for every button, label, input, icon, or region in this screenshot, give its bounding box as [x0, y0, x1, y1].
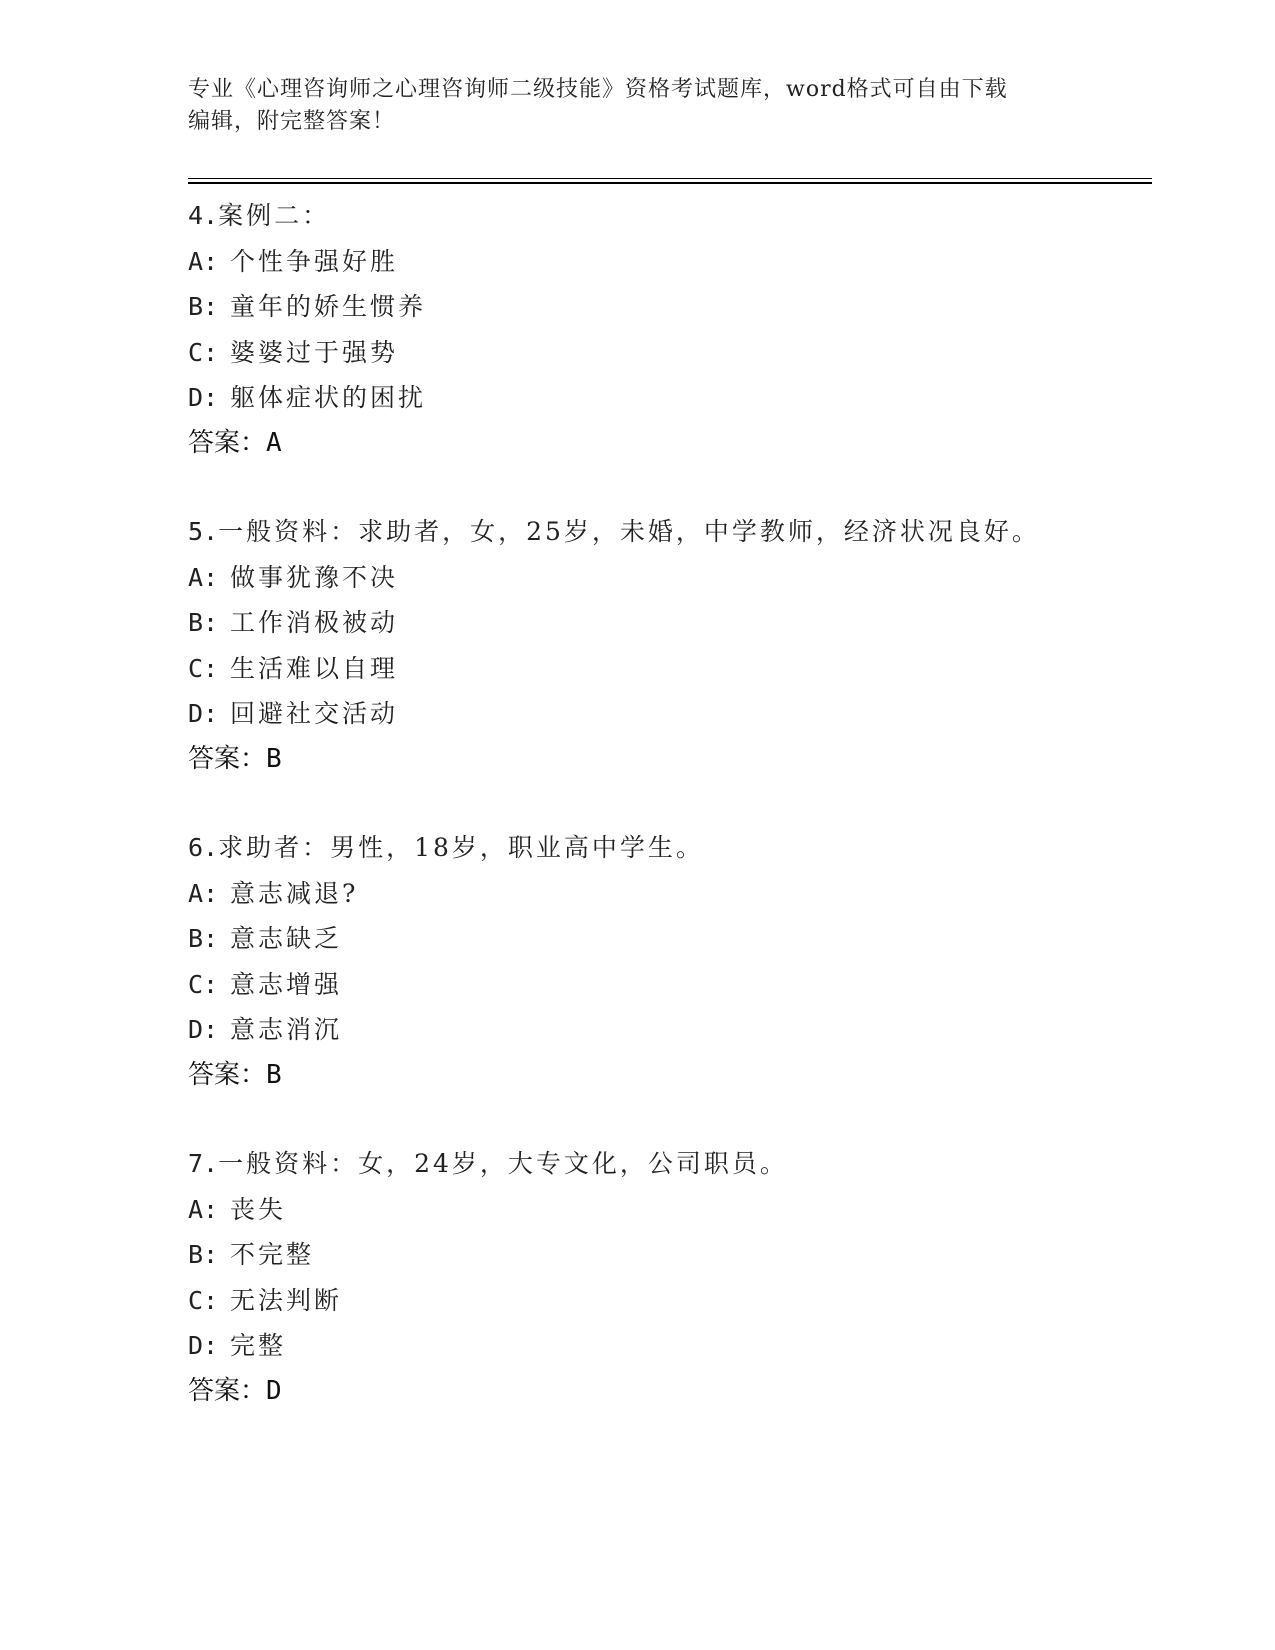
option-letter: B:	[188, 1240, 219, 1269]
option-text: 做事犹豫不决	[230, 562, 399, 592]
option-a	[188, 239, 1152, 285]
header-line-1: 专业《心理咨询师之心理咨询师二级技能》资格考试题库，word格式可自由下载	[188, 77, 1008, 102]
option-text: 完整	[230, 1331, 287, 1360]
question-6	[188, 825, 1152, 1098]
question-stem	[188, 825, 1152, 871]
question-number: 7.	[188, 1149, 219, 1178]
option-letter: A:	[188, 878, 219, 908]
option-text: 无法判断	[230, 1285, 343, 1315]
option-b	[188, 916, 1152, 962]
option-d	[188, 1007, 1152, 1053]
answer-line	[188, 1053, 1152, 1099]
option-letter: B:	[188, 924, 219, 953]
answer-line	[188, 1369, 1152, 1415]
option-text: 个性争强好胜	[230, 246, 399, 276]
option-a	[188, 871, 1152, 917]
answer-label: 答案：	[188, 1059, 267, 1090]
option-text: 工作消极被动	[230, 608, 399, 637]
answer-line	[188, 737, 1152, 783]
option-d	[188, 375, 1152, 421]
header-divider-thin	[188, 178, 1152, 179]
option-d	[188, 691, 1152, 737]
answer-label: 答案：	[188, 1375, 267, 1406]
option-letter: D:	[188, 699, 219, 728]
answer-value: A	[266, 427, 282, 458]
option-letter: A:	[188, 562, 219, 592]
option-letter: B:	[188, 608, 219, 637]
option-letter: D:	[188, 383, 219, 412]
option-text: 躯体症状的困扰	[230, 383, 427, 412]
answer-value: D	[266, 1375, 282, 1406]
answer-label: 答案：	[188, 743, 267, 774]
option-a	[188, 555, 1152, 601]
question-7	[188, 1141, 1152, 1414]
option-c	[188, 330, 1152, 376]
option-letter: D:	[188, 1331, 219, 1360]
question-stem	[188, 193, 1152, 239]
answer-value: B	[266, 1059, 282, 1090]
option-text: 意志缺乏	[230, 924, 343, 953]
option-letter: C:	[188, 1285, 219, 1315]
option-text: 回避社交活动	[230, 699, 399, 728]
question-text: 一般资料：女，24岁，大专文化，公司职员。	[218, 1149, 788, 1178]
question-number: 5.	[188, 517, 219, 546]
document-header	[188, 74, 1088, 138]
option-text: 意志减退?	[230, 878, 359, 908]
answer-value: B	[266, 743, 282, 774]
header-divider-thick	[188, 182, 1152, 184]
option-letter: B:	[188, 292, 219, 321]
question-stem	[188, 1141, 1152, 1187]
option-text: 不完整	[230, 1240, 315, 1269]
option-text: 婆婆过于强势	[230, 337, 399, 367]
question-stem	[188, 509, 1152, 555]
question-text: 案例二：	[218, 201, 331, 230]
answer-line	[188, 421, 1152, 467]
answer-label: 答案：	[188, 427, 267, 458]
header-line-2: 编辑，附完整答案！	[188, 109, 396, 134]
option-b	[188, 284, 1152, 330]
option-letter: C:	[188, 969, 219, 999]
option-letter: C:	[188, 337, 219, 367]
option-letter: D:	[188, 1015, 219, 1044]
option-text: 童年的娇生惯养	[230, 292, 427, 321]
question-4	[188, 193, 1152, 466]
option-text: 意志增强	[230, 969, 343, 999]
option-text: 丧失	[230, 1194, 287, 1224]
option-c	[188, 646, 1152, 692]
question-text: 一般资料：求助者，女，25岁，未婚，中学教师，经济状况良好。	[218, 517, 1040, 546]
option-text: 生活难以自理	[230, 653, 399, 683]
question-number: 6.	[188, 833, 219, 862]
option-letter: A:	[188, 246, 219, 276]
option-c	[188, 962, 1152, 1008]
question-5	[188, 509, 1152, 782]
option-letter: C:	[188, 653, 219, 683]
option-text: 意志消沉	[230, 1015, 343, 1044]
option-b	[188, 1232, 1152, 1278]
question-number: 4.	[188, 201, 219, 230]
option-a	[188, 1187, 1152, 1233]
option-c	[188, 1278, 1152, 1324]
option-b	[188, 600, 1152, 646]
option-d	[188, 1323, 1152, 1369]
option-letter: A:	[188, 1194, 219, 1224]
question-text: 求助者：男性，18岁，职业高中学生。	[218, 833, 704, 862]
